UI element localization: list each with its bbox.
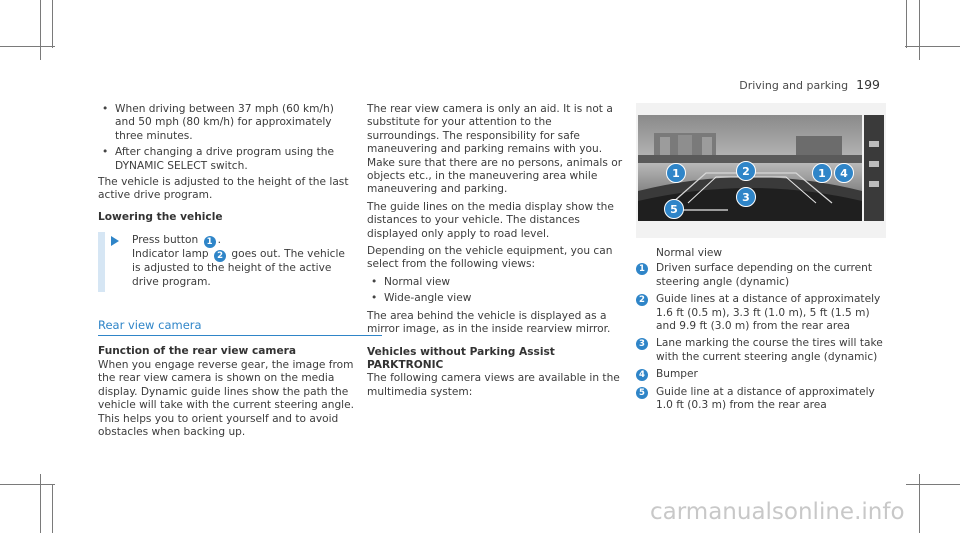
list-item: • Normal view (367, 276, 623, 289)
crop-mark (906, 0, 907, 48)
callout-icon: 2 (214, 250, 226, 262)
callout-icon: 4 (636, 369, 648, 381)
paragraph: The area behind the vehicle is displayed as a mirror image, as in the inside rearview mirror. (367, 309, 611, 336)
legend-text: Bumper (656, 368, 698, 381)
crop-mark (919, 474, 920, 533)
crop-mark (40, 474, 41, 533)
callout-icon: 1 (636, 263, 648, 275)
arrow-icon (111, 236, 119, 246)
section-title: Rear view camera (98, 319, 382, 336)
legend-item (636, 337, 886, 364)
callout-icon: 3 (636, 338, 648, 350)
column-right (636, 247, 886, 416)
crop-mark (40, 0, 41, 60)
image-callout: 1 (666, 163, 686, 183)
step-text: goes out. The vehicle is adjusted to the height of the active drive program. (132, 248, 345, 288)
camera-figure (636, 103, 886, 238)
legend-item (636, 262, 886, 289)
crop-mark (52, 0, 53, 48)
image-callout: 1 (812, 163, 832, 183)
step-text: Indicator lamp (132, 248, 209, 261)
legend-text: Guide lines at a distance of approximately 1.6 ft (0.5 m), 3.3 ft (1.0 m), 5 ft (1.5 m) and 9.9 ft (3.0 m) from the rear area (656, 293, 881, 333)
column-left (98, 103, 354, 443)
lowering-heading: Lowering the vehicle (98, 210, 223, 223)
image-callout: 5 (664, 199, 684, 219)
callout-icon: 5 (636, 387, 648, 399)
list-item: • After changing a drive program using the DYNAMIC SELECT switch. (98, 146, 354, 173)
vpa-heading: Vehicles without Parking Assist PARKTRONIC (367, 345, 555, 371)
page-number: 199 (856, 77, 880, 92)
paragraph: The following camera views are available in the multimedia system: (367, 372, 620, 398)
crop-mark (919, 0, 920, 60)
figure-caption: Normal view (656, 247, 723, 259)
callout-icon: 2 (636, 294, 648, 306)
image-callout: 3 (736, 187, 756, 207)
legend-text: Guide line at a distance of approximately 1.0 ft (0.3 m) from the rear area (656, 385, 875, 412)
crop-mark (0, 46, 55, 47)
paragraph: The guide lines on the media display show the distances to your vehicle. The distances displayed only apply to road level. (367, 200, 614, 240)
column-middle (367, 103, 623, 403)
paragraph: The rear view camera is only an aid. It is not a substitute for your attention to the surroundings. The responsibility for safe maneuvering and parking remains with you. Make sure that there are no persons, animals or objects etc., in the maneuvering area while maneuvering and parking. (367, 103, 623, 196)
legend-item (636, 386, 886, 413)
section-name: Driving and parking (739, 79, 849, 92)
image-callout: 2 (736, 161, 756, 181)
step-text: Press button (132, 234, 199, 247)
step-text: . (217, 234, 221, 247)
crop-mark (0, 484, 55, 485)
callout-icon: 1 (204, 236, 216, 248)
legend-text: Lane marking the course the tires will take with the current steering angle (dynamic) (656, 337, 883, 363)
crop-mark (905, 46, 960, 47)
instruction-step (98, 232, 354, 292)
page-header (739, 78, 880, 92)
function-heading: Function of the rear view camera (98, 345, 297, 358)
list-item: • When driving between 37 mph (60 km/h) and 50 mph (80 km/h) for approximately three minutes. (98, 103, 354, 143)
image-callout: 4 (834, 163, 854, 183)
list-item: • Wide-angle view (367, 292, 623, 305)
watermark: carmanualsonline.info (650, 499, 905, 525)
legend-item (636, 293, 886, 333)
legend-item (636, 368, 886, 381)
crop-mark (906, 484, 960, 485)
legend-text: Driven surface depending on the current steering angle (dynamic) (656, 262, 873, 288)
paragraph: Depending on the vehicle equipment, you can select from the following views: (367, 245, 613, 271)
paragraph: The vehicle is adjusted to the height of the last active drive program. (98, 176, 349, 202)
paragraph: When you engage reverse gear, the image from the rear view camera is shown on the media display. Dynamic guide lines show the path the vehicle will take with the current steering angle. This helps you to orient yourself and to avoid obstacles when backing up. (98, 358, 354, 438)
crop-mark (52, 484, 53, 533)
